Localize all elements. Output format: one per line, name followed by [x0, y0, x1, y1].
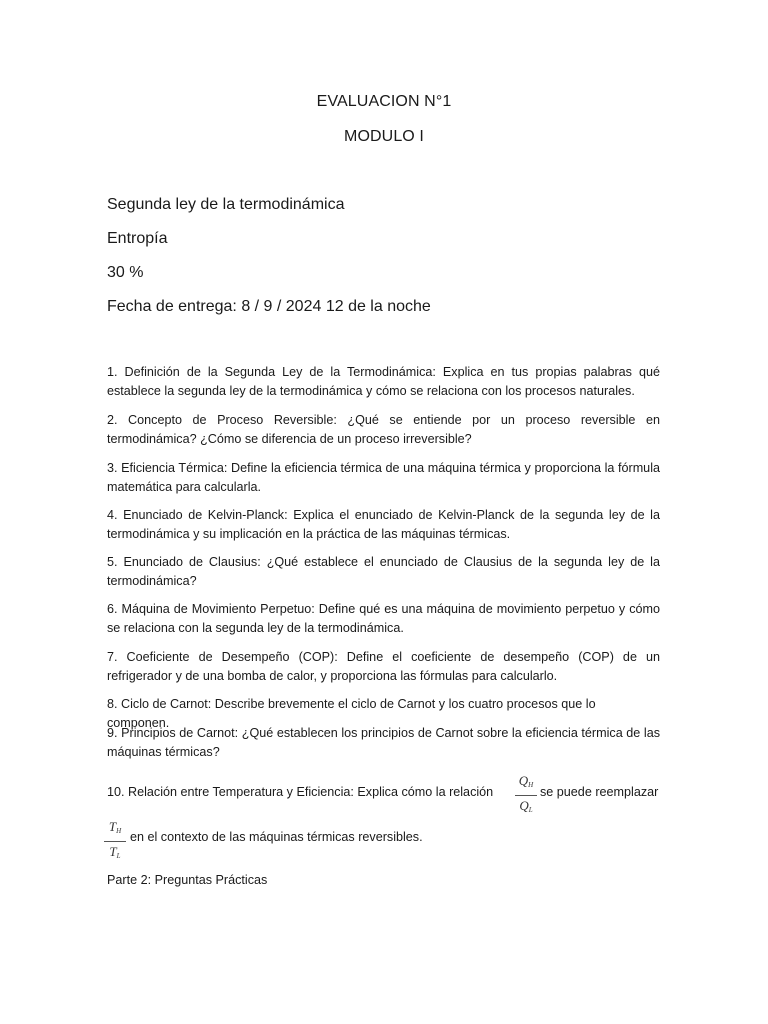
question-6: 6. Máquina de Movimiento Perpetuo: Define qué es una máquina de movimiento perpetuo y cómo se relaciona con la segunda ley de la termodinámica.: [107, 602, 660, 635]
fraction-th-over-tl: [104, 820, 126, 863]
due-date-line: Fecha de entrega: 8 / 9 / 2024 12 de la noche: [107, 298, 431, 315]
document-subtitle: MODULO I: [344, 128, 424, 145]
fraction-numerator: $T_H$: [108, 819, 122, 835]
weight-line: 30 %: [107, 264, 144, 281]
question-8: 8. Ciclo de Carnot: Describe brevemente el ciclo de Carnot y los cuatro procesos que lo componen.: [107, 697, 596, 730]
question-5: 5. Enunciado de Clausius: ¿Qué establece el enunciado de Clausius de la segunda ley de la termodinámica?: [107, 555, 660, 588]
question-7: 7. Coeficiente de Desempeño (COP): Define el coeficiente de desempeño (COP) de un refrigerador y de una bomba de calor, y proporciona las fórmulas para calcularlo.: [107, 650, 660, 683]
question-1: 1. Definición de la Segunda Ley de la Termodinámica: Explica en tus propias palabras qué establece la segunda ley de la termodinámica y cómo se relaciona con los procesos naturales.: [107, 365, 660, 398]
section-heading-part-2: Parte 2: Preguntas Prácticas: [107, 873, 268, 887]
fraction-qh-over-ql: [515, 774, 537, 817]
question-3: 3. Eficiencia Térmica: Define la eficiencia térmica de una máquina térmica y proporciona la fórmula matemática para calcularla.: [107, 461, 660, 494]
question-9: 9. Principios de Carnot: ¿Qué establecen los principios de Carnot sobre la eficiencia térmica de las máquinas térmicas?: [107, 726, 660, 759]
question-4: 4. Enunciado de Kelvin-Planck: Explica el enunciado de Kelvin-Planck de la segunda ley de la termodinámica y su implicación en la práctica de las máquinas térmicas.: [107, 508, 660, 541]
question-10-text-middle: se puede reemplazar: [540, 785, 659, 799]
fraction-denominator: $Q_L$: [519, 798, 533, 814]
topic-line: Segunda ley de la termodinámica: [107, 196, 345, 213]
question-10-text-after: en el contexto de las máquinas térmicas reversibles.: [130, 830, 423, 844]
question-2: 2. Concepto de Proceso Reversible: ¿Qué se entiende por un proceso reversible en termodinámica? ¿Cómo se diferencia de un proceso irreversible?: [107, 413, 660, 446]
subtopic-line: Entropía: [107, 230, 168, 247]
question-10-text-before: 10. Relación entre Temperatura y Eficiencia: Explica cómo la relación: [107, 785, 494, 799]
fraction-denominator: $T_L$: [109, 844, 121, 860]
fraction-numerator: $Q_H$: [518, 773, 534, 789]
fraction-bar: [515, 795, 537, 796]
fraction-bar: [104, 841, 126, 842]
document-title: EVALUACION N°1: [316, 93, 452, 110]
